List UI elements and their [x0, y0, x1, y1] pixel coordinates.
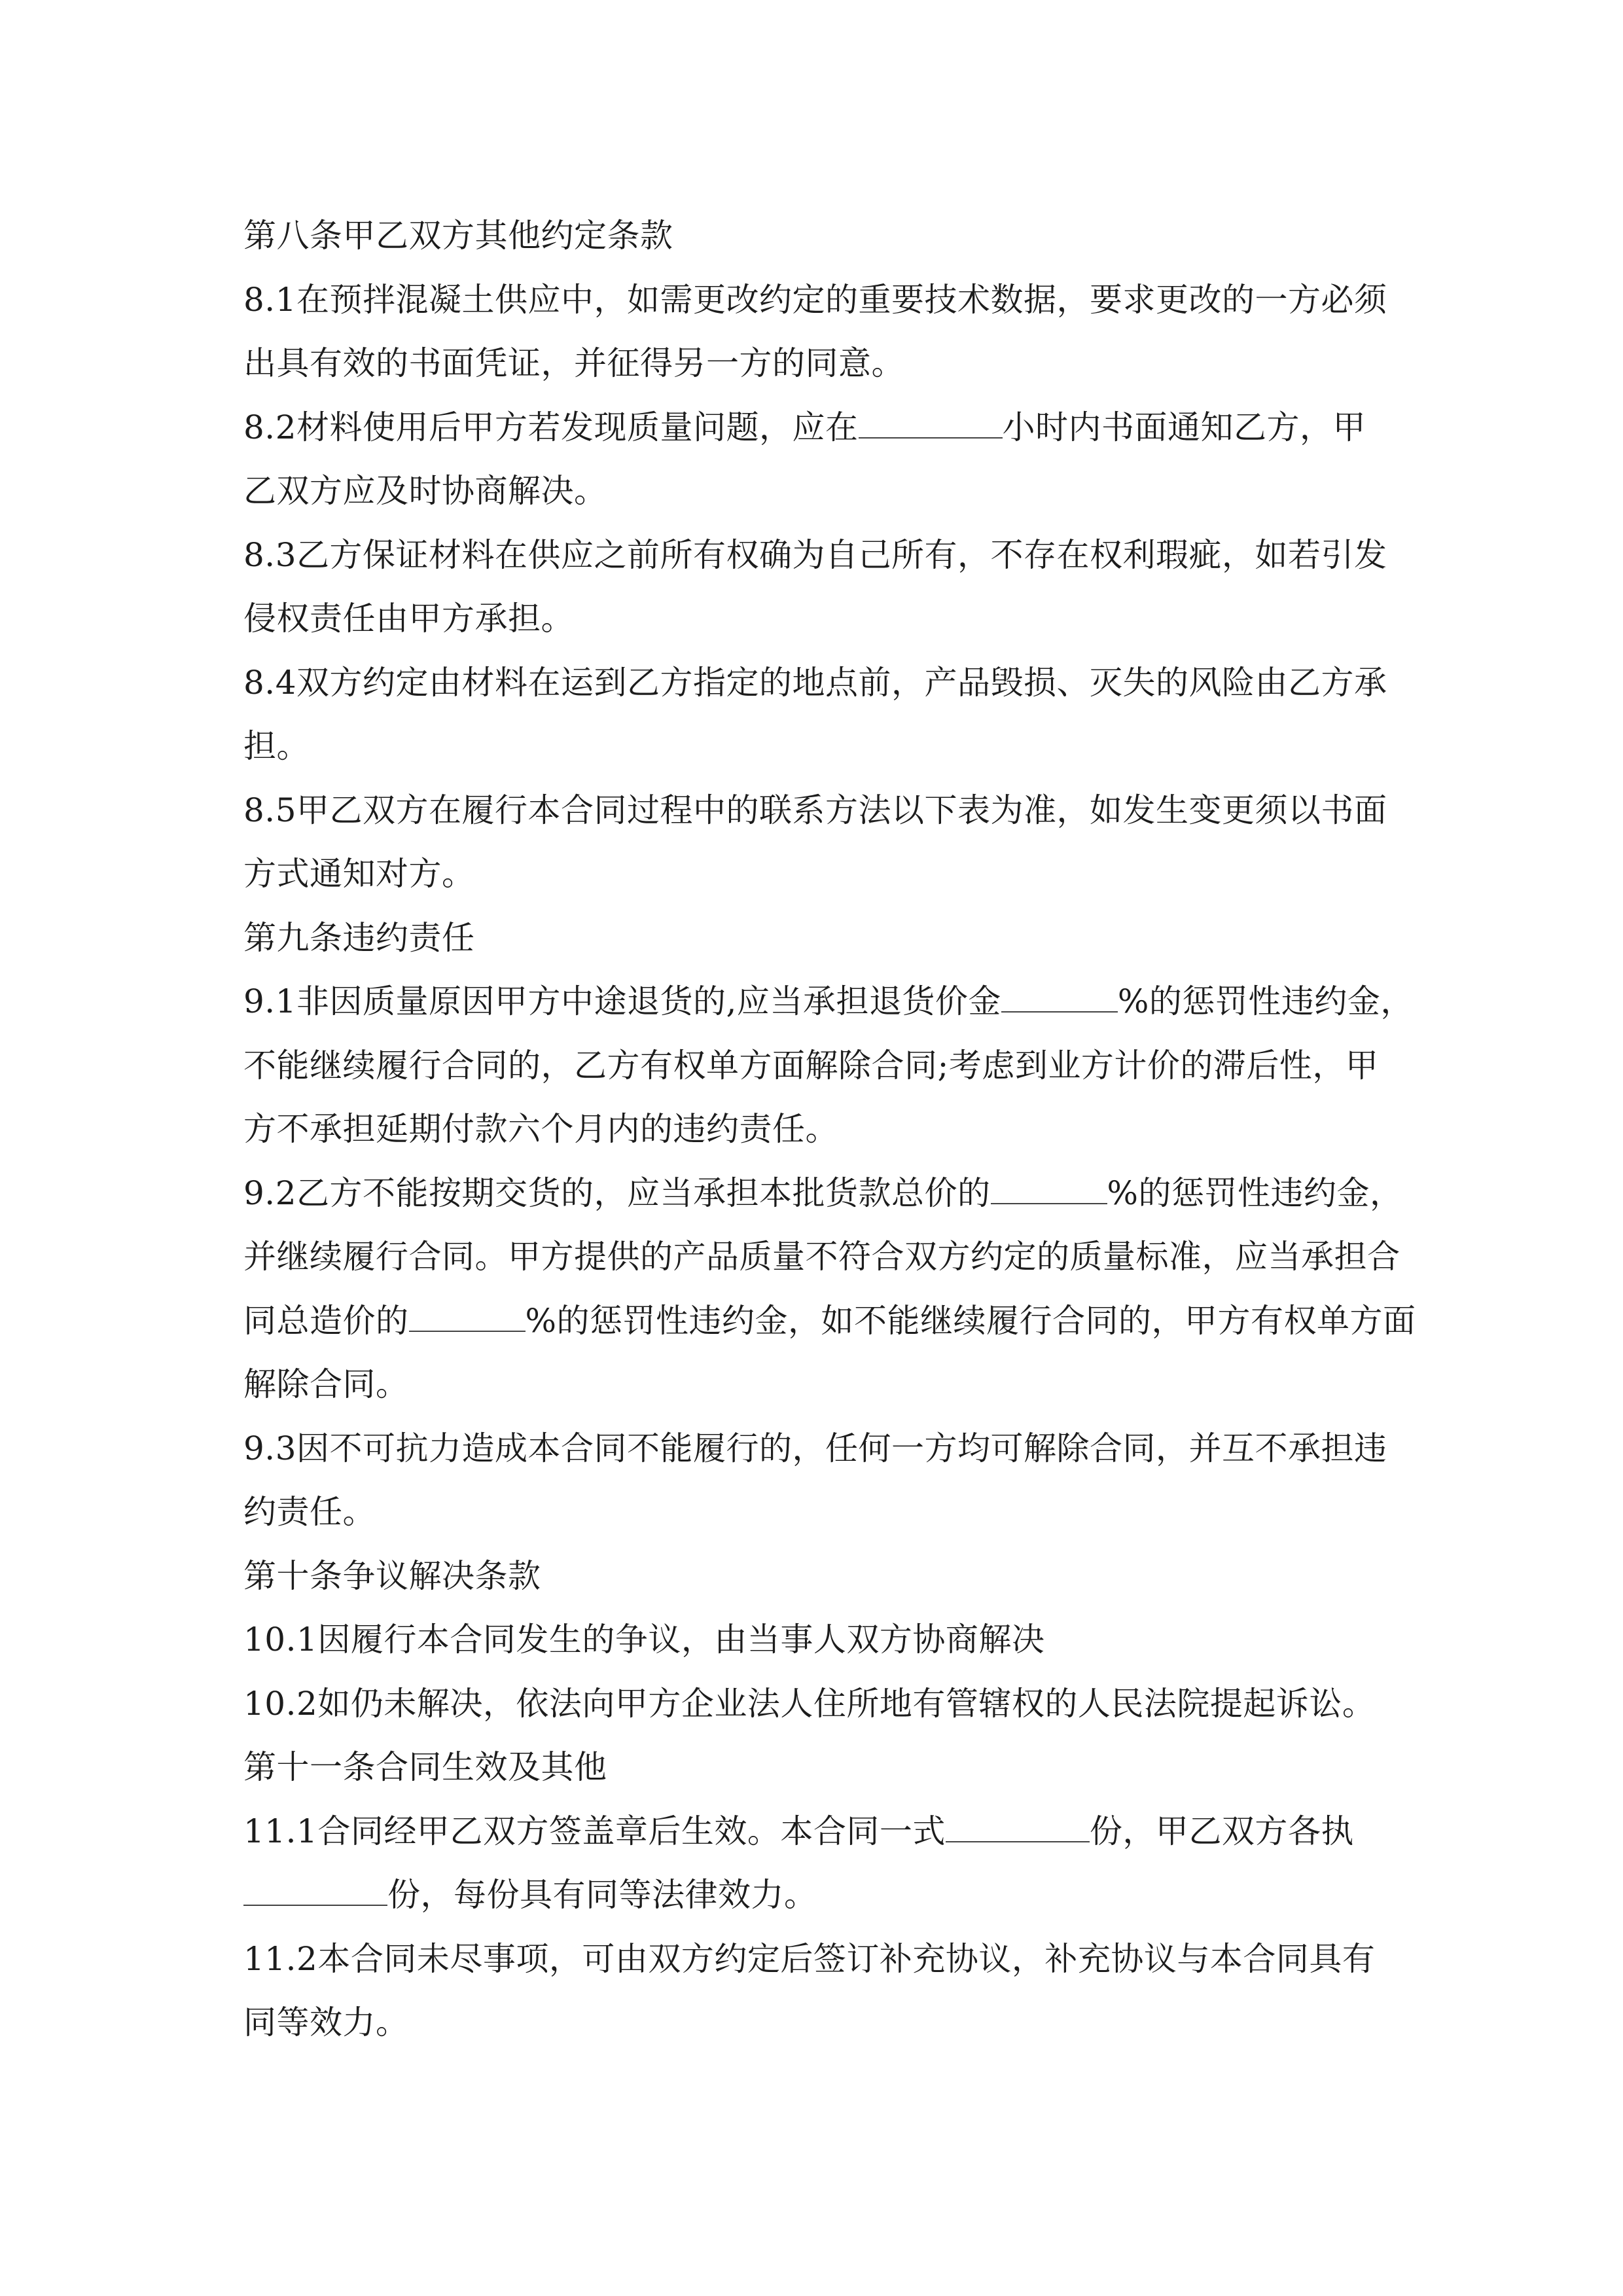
clause-9-2-line-4: 解除合同。	[243, 1365, 409, 1403]
clause-8-3-line-2: 侵权责任由甲方承担。	[243, 600, 574, 637]
clause-9-3-line-2: 约责任。	[243, 1493, 376, 1531]
contract-text	[243, 204, 1416, 2055]
clause-11-2-line-1: 11.2本合同未尽事项，可由双方约定后签订补充协议，补充协议与本合同具有	[243, 1939, 1376, 1978]
fill-blank-delivery-penalty[interactable]	[991, 1177, 1107, 1204]
clause-9-1-line-2: 不能继续履行合同的，乙方有权单方面解除合同;考虑到业方计价的滞后性，甲	[243, 1046, 1379, 1085]
clause-8-4-line-1: 8.4双方约定由材料在运到乙方指定的地点前，产品毁损、灭失的风险由乙方承	[243, 663, 1387, 702]
clause-8-5-line-2: 方式通知对方。	[243, 855, 475, 893]
clause-9-3-line-1: 9.3因不可抗力造成本合同不能履行的，任何一方均可解除合同，并互不承担违	[243, 1429, 1387, 1467]
fill-blank-copies-total[interactable]	[946, 1815, 1090, 1842]
clause-8-2-line-1: 8.2材料使用后甲方若发现质量问题，应在 小时内书面通知乙方，甲	[243, 408, 1366, 446]
clause-10-1: 10.1因履行本合同发生的争议，由当事人双方协商解决	[243, 1621, 1045, 1659]
article-11-heading: 第十一条合同生效及其他	[243, 1748, 607, 1786]
clause-9-1-line-1: 9.1非因质量原因甲方中途退货的,应当承担退货价金 %的惩罚性违约金，	[243, 982, 1414, 1020]
clause-8-5-line-1: 8.5甲乙双方在履行本合同过程中的联系方法以下表为准，如发生变更须以书面	[243, 791, 1387, 829]
clause-8-3-line-1: 8.3乙方保证材料在供应之前所有权确为自己所有，不存在权利瑕疵，如若引发	[243, 535, 1387, 574]
clause-10-2: 10.2如仍未解决，依法向甲方企业法人住所地有管辖权的人民法院提起诉讼。	[243, 1684, 1376, 1723]
clause-8-1-line-2: 出具有效的书面凭证，并征得另一方的同意。	[243, 344, 904, 382]
fill-blank-hours[interactable]	[859, 411, 1003, 439]
clause-9-2-line-2: 并继续履行合同。甲方提供的产品质量不符合双方约定的质量标准，应当承担合	[243, 1238, 1400, 1276]
clause-9-2-line-1: 9.2乙方不能按期交货的，应当承担本批货款总价的 %的惩罚性违约金，	[243, 1174, 1403, 1212]
fill-blank-copies-each[interactable]	[243, 1878, 387, 1906]
article-9-heading: 第九条违约责任	[243, 918, 475, 957]
clause-9-1-line-3: 方不承担延期付款六个月内的违约责任。	[243, 1110, 838, 1148]
article-8-heading: 第八条甲乙双方其他约定条款	[243, 217, 673, 255]
clause-11-1-line-1: 11.1合同经甲乙双方签盖章后生效。本合同一式 份，甲乙双方各执	[243, 1812, 1354, 1850]
article-10-heading: 第十条争议解决条款	[243, 1556, 541, 1595]
fill-blank-return-penalty[interactable]	[1001, 985, 1118, 1013]
clause-8-2-line-2: 乙双方应及时协商解决。	[243, 472, 607, 510]
clause-8-1-line-1: 8.1在预拌混凝土供应中，如需更改约定的重要技术数据，要求更改的一方必须	[243, 280, 1387, 319]
fill-blank-quality-penalty[interactable]	[409, 1304, 526, 1332]
clause-8-4-line-2: 担。	[243, 727, 310, 765]
clause-11-2-line-2: 同等效力。	[243, 2003, 409, 2041]
clause-9-2-line-3: 同总造价的 %的惩罚性违约金，如不能继续履行合同的，甲方有权单方面	[243, 1301, 1416, 1340]
clause-11-1-line-2: 份，每份具有同等法律效力。	[243, 1863, 1395, 1928]
